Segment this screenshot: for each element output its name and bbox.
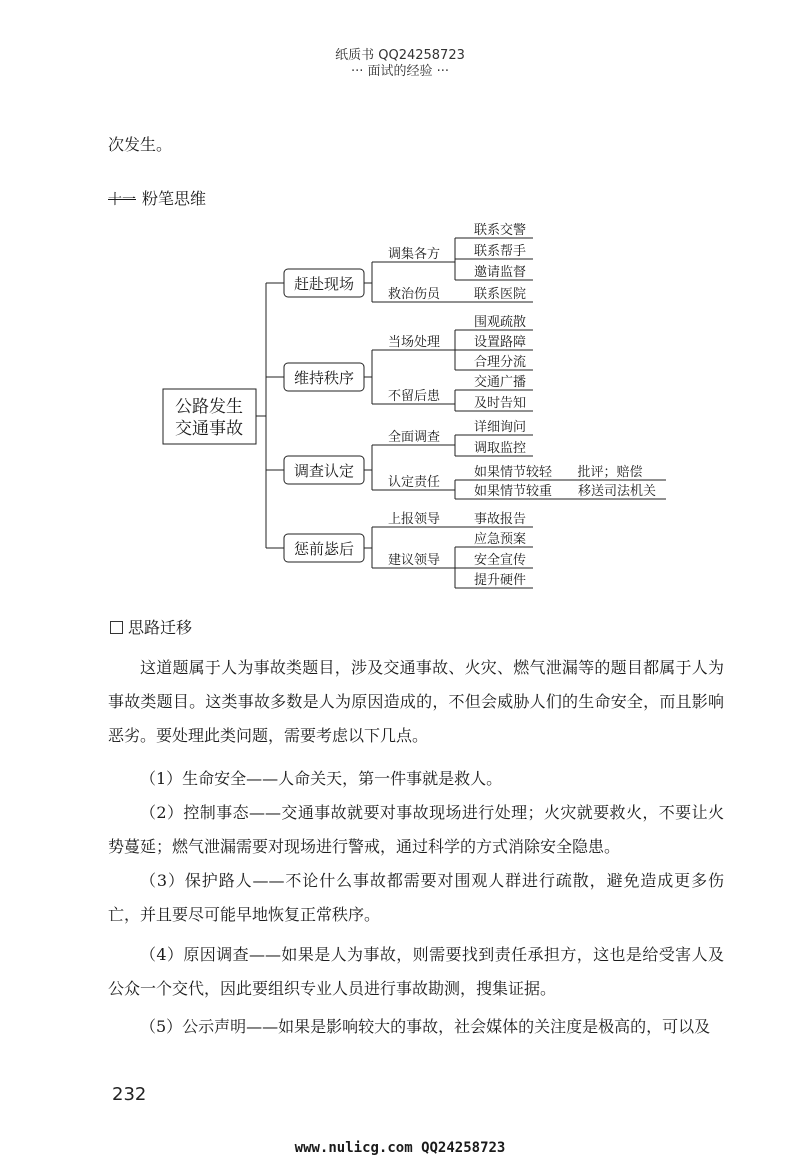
running-header: ··· 面试的经验 ··· <box>350 64 450 79</box>
root-label-line2: 交通事故 <box>175 419 243 439</box>
leaf-label: 如果情节较重 <box>473 484 553 499</box>
list-item: （3）保护路人——不论什么事故都需要对围观人群进行疏散，避免造成更多伤亡，并且要尽可能早地恢复正常秩序。 <box>108 871 724 924</box>
branch-label-4: 惩前毖后 <box>293 540 355 558</box>
header-watermark: 纸质书 QQ24258723 <box>335 48 465 63</box>
leaf-label: 交通广播 <box>473 375 527 390</box>
leaf-label: 邀请监督 <box>473 265 527 280</box>
leaf-label: 联系医院 <box>473 287 527 302</box>
leaf-label: 联系交警 <box>473 223 527 238</box>
leaf-label: 如果情节较轻 <box>473 465 553 480</box>
list-item: （5）公示声明——如果是影响较大的事故，社会媒体的关注度是极高的，可以及 <box>140 1017 711 1036</box>
section-marker-icon <box>110 621 123 634</box>
leaf-label: 及时告知 <box>473 396 527 411</box>
page-number: 232 <box>112 1084 147 1105</box>
leaf-label: 应急预案 <box>473 532 527 547</box>
branch-label-3: 调查认定 <box>293 462 355 480</box>
sub-label: 不留后患 <box>387 389 441 404</box>
branch-label-1: 赶赴现场 <box>293 275 355 293</box>
leaf-extra-label: 批评；赔偿 <box>577 465 643 480</box>
list-item: （1）生命安全——人命关天，第一件事就是救人。 <box>140 769 503 788</box>
sub-label: 救治伤员 <box>387 287 441 302</box>
sub-label: 建议领导 <box>387 553 441 568</box>
root-label-line1: 公路发生 <box>175 397 243 417</box>
leaf-extra-label: 移送司法机关 <box>577 484 657 499</box>
leaf-label: 事故报告 <box>473 512 527 527</box>
intro-paragraph: 这道题属于人为事故类题目，涉及交通事故、火灾、燃气泄漏等的题目都属于人为事故类题目。这类事故多数是人为原因造成的，不但会威胁人们的生命安全，而且影响恶劣。要处理此类问题，需要考虑以下几点。 <box>108 658 724 745</box>
section-title: 思路迁移 <box>128 618 193 637</box>
sub-label: 认定责任 <box>387 475 441 490</box>
branch-label-2: 维持秩序 <box>293 369 355 387</box>
list-item: （2）控制事态——交通事故就要对事故现场进行处理；火灾就要救火，不要让火势蔓延；燃气泄漏需要对现场进行警戒，通过科学的方式消除安全隐患。 <box>108 803 724 856</box>
section-heading-transfer <box>110 615 192 638</box>
sub-label: 当场处理 <box>387 335 441 350</box>
leaf-label: 安全宣传 <box>473 553 527 568</box>
leaf-label: 详细询问 <box>473 420 527 435</box>
leaf-label: 提升硬件 <box>473 573 527 588</box>
leaf-label: 围观疏散 <box>473 315 527 330</box>
leaf-label: 合理分流 <box>473 355 527 370</box>
leaf-label: 调取监控 <box>473 441 527 456</box>
sub-label: 上报领导 <box>387 512 441 527</box>
sub-label: 调集各方 <box>387 247 441 262</box>
footer-watermark: www.nulicg.com QQ24258723 <box>294 1140 506 1156</box>
section-number: 十一 <box>108 192 136 208</box>
section-title: 粉笔思维 <box>142 189 207 208</box>
continuation-text: 次发生。 <box>108 135 173 154</box>
leaf-label: 设置路障 <box>473 335 527 350</box>
list-item: （4）原因调查——如果是人为事故，则需要找到责任承担方，这也是给受害人及公众一个交代，因此要组织专业人员进行事故勘测，搜集证据。 <box>108 945 724 998</box>
leaf-label: 联系帮手 <box>473 244 527 259</box>
sub-label: 全面调查 <box>387 430 441 445</box>
